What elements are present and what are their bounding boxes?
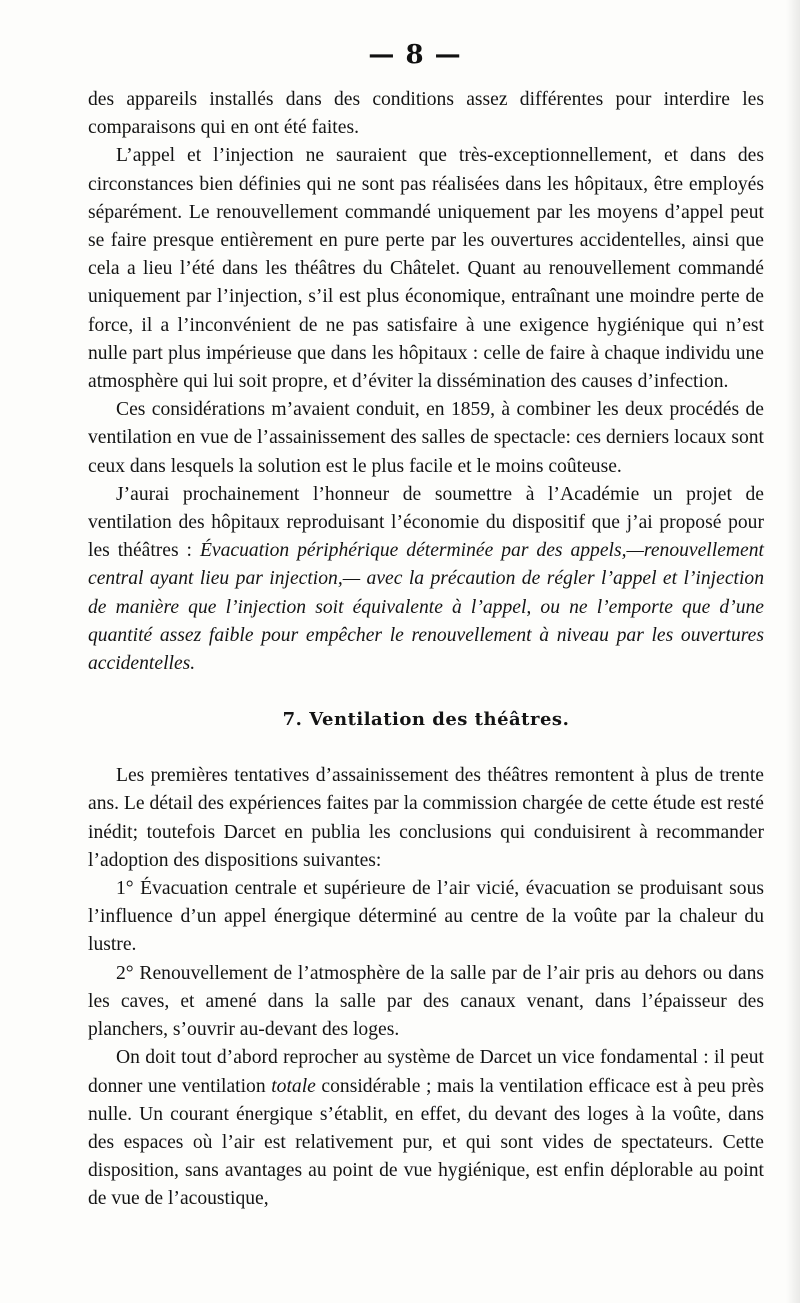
- paragraph: [88, 481, 764, 678]
- paragraph: [88, 960, 764, 1045]
- paragraph: [88, 1044, 764, 1213]
- paragraph: [88, 142, 764, 396]
- paragraph: [88, 762, 764, 875]
- paragraph-text: considérable ; mais la ventilation efficace est à peu près nulle. Un courant énergique s’établit, en effet, du devant des loges à la voûte, dans des espaces où l’air est relativement pur, et qui sont vides de spectateurs. Cette disposition, sans avantages au point de vue hygiénique, est enfin déplorable au point de vue de l’acoustique,: [88, 1075, 764, 1210]
- paragraph-text: L’appel et l’injection ne sauraient que très-exceptionnellement, et dans des circonstances bien définies qui ne sont pas réalisées dans les hôpitaux, être employés séparément. Le renouvellement commandé uniquement par les moyens d’appel peut se faire presque entièrement en pure perte par les ouvertures accidentelles, ainsi que cela a lieu l’été dans les théâtres du Châtelet. Quant au renouvellement commandé uniquement par l’injection, s’il est plus économique, entraînant une moindre perte de force, il a l’inconvénient de ne pas satisfaire à une exigence hygiénique qui n’est nulle part plus impérieuse que dans les hôpitaux : celle de faire à chaque individu une atmosphère qui lui soit propre, et d’éviter la dissémination des causes d’infection.: [88, 145, 764, 393]
- paragraph-text: Les premières tentatives d’assainissement des théâtres remontent à plus de trente ans. Le détail des expériences faites par la commission chargée de cette étude est resté inédit; toutefois Darcet en publia les conclusions qui conduisirent à recommander l’adoption des dispositions suivantes:: [88, 765, 764, 871]
- section-heading: 7. Ventilation des théâtres.: [282, 709, 570, 731]
- page-edge-shadow: [786, 0, 800, 1303]
- paragraph: [88, 875, 764, 960]
- paragraph-text: des appareils installés dans des conditions assez différentes pour interdire les comparaisons qui en ont été faites.: [88, 89, 764, 139]
- document-body: [88, 86, 764, 1214]
- paragraph-text: J’aurai prochainement l’honneur de soumettre à l’Académie un projet de ventilation des hôpitaux reproduisant l’économie du dispositif que j’ai proposé pour les théâtres :: [88, 483, 764, 562]
- page-number: — 8 —: [368, 40, 462, 70]
- paragraphs-before-section: [88, 86, 764, 678]
- italic-text: totale: [271, 1075, 316, 1097]
- paragraph-text: On doit tout d’abord reprocher au système de Darcet un vice fondamental : il peut donner une ventilation: [88, 1047, 764, 1097]
- paragraph: [88, 86, 764, 142]
- italic-text: Évacuation périphérique déterminée par des appels,—renouvellement central ayant lieu par injection,— avec la précaution de régler l’appel et l’injection de manière que l’injection soit équivalente à l’appel, ou ne l’emporte que d’une quantité assez faible pour empêcher le renouvellement à niveau par les ouvertures accidentelles.: [88, 540, 764, 675]
- paragraph-text: 1° Évacuation centrale et supérieure de l’air vicié, évacuation se produisant sous l’influence d’un appel énergique déterminé au centre de la voûte par la chaleur du lustre.: [88, 878, 764, 956]
- paragraph: [88, 396, 764, 481]
- paragraph-text: 2° Renouvellement de l’atmosphère de la salle par de l’air pris au dehors ou dans les caves, et amené dans la salle par des canaux venant, dans l’épaisseur des planchers, s’ouvrir au-devant des loges.: [88, 962, 764, 1041]
- paragraph-text: Ces considérations m’avaient conduit, en 1859, à combiner les deux procédés de ventilation en vue de l’assainissement des salles de spectacle: ces derniers locaux sont ceux dans lesquels la solution est le plus facile et le moins coûteuse.: [88, 399, 764, 477]
- paragraphs-after-section: [88, 762, 764, 1213]
